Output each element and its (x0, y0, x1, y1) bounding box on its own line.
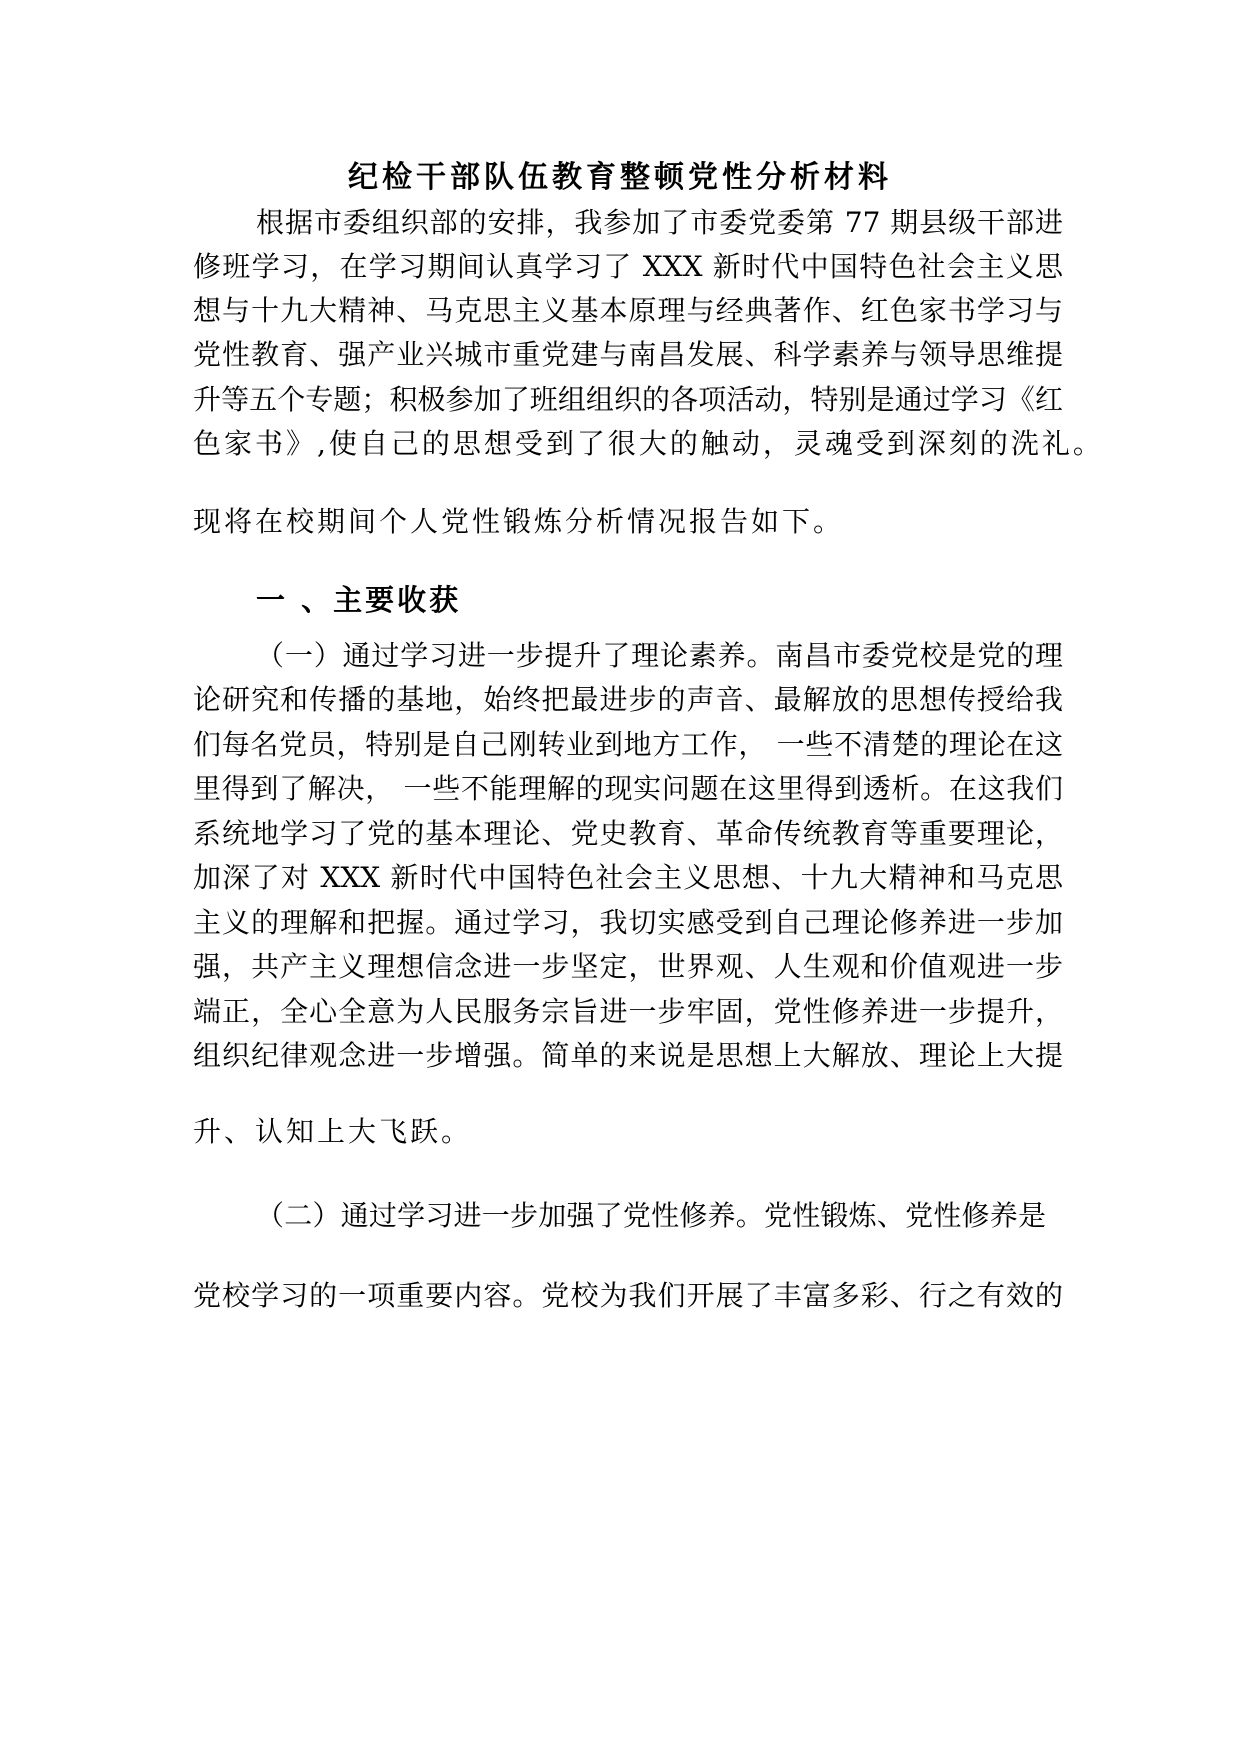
paragraph-line: 里得到了解决， 一些不能理解的现实问题在这里得到透析。在这我们 (193, 772, 1063, 805)
paragraph-line: 系统地学习了党的基本理论、党史教育、革命传统教育等重要理论， (193, 817, 1063, 850)
paragraph-line: 主义的理解和把握。通过学习，我切实感受到自己理论修养进一步加 (193, 906, 1063, 939)
paragraph-line: 党校学习的一项重要内容。党校为我们开展了丰富多彩、行之有效的 (193, 1279, 1063, 1312)
intro-line: 修班学习，在学习期间认真学习了 XXX 新时代中国特色社会主义思 (193, 250, 1063, 283)
intro-line: 党性教育、强产业兴城市重党建与南昌发展、科学素养与领导思维提 (193, 338, 1063, 371)
document-title: 纪检干部队伍教育整顿党性分析材料 (348, 160, 892, 195)
intro-line: 根据市委组织部的安排，我参加了市委党委第 77 期县级干部进 (256, 206, 1063, 239)
paragraph-line: 论研究和传播的基地，始终把最进步的声音、最解放的思想传授给我 (193, 683, 1063, 716)
intro-line: 色家书》,使自己的思想受到了很大的触动，灵魂受到深刻的洗礼。 (193, 427, 1104, 460)
paragraph-line: （一）通过学习进一步提升了理论素养。南昌市委党校是党的理 (256, 639, 1063, 672)
paragraph-line: （二）通过学习进一步加强了党性修养。党性锻炼、党性修养是 (256, 1199, 1046, 1232)
paragraph-line: 升、认知上大飞跃。 (193, 1115, 473, 1148)
section-heading: 一 、主要收获 (256, 583, 462, 617)
paragraph-line: 加深了对 XXX 新时代中国特色社会主义思想、十九大精神和马克思 (193, 861, 1063, 894)
intro-line: 升等五个专题；积极参加了班组组织的各项活动，特别是通过学习《红 (193, 383, 1063, 416)
paragraph-line: 组织纪律观念进一步增强。简单的来说是思想上大解放、理论上大提 (193, 1039, 1063, 1072)
paragraph-line: 们每名党员，特别是自己刚转业到地方工作， 一些不清楚的理论在这 (193, 728, 1063, 761)
paragraph-line: 端正，全心全意为人民服务宗旨进一步牢固，党性修养进一步提升， (193, 995, 1063, 1028)
intro-line: 现将在校期间个人党性锻炼分析情况报告如下。 (193, 505, 845, 538)
intro-line: 想与十九大精神、马克思主义基本原理与经典著作、红色家书学习与 (193, 294, 1063, 327)
paragraph-line: 强，共产主义理想信念进一步坚定，世界观、人生观和价值观进一步 (193, 950, 1063, 983)
